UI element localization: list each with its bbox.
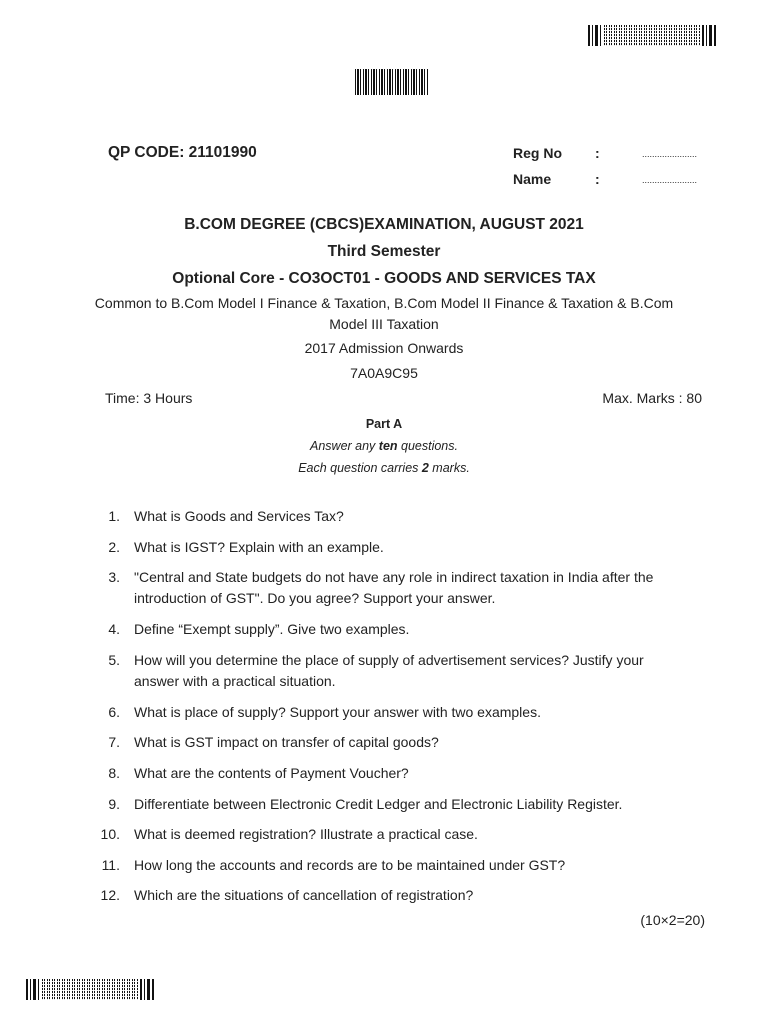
- question-text: Which are the situations of cancellation of registration?: [134, 887, 474, 903]
- common-to-line-1: Common to B.Com Model I Finance & Taxation, B.Com Model II Finance & Taxation & B.Com: [94, 295, 674, 311]
- bottom-left-barcode: [26, 979, 156, 1000]
- question-number: 9.: [108, 796, 120, 812]
- name-blank: ......................: [642, 175, 698, 185]
- question-number: 8.: [108, 765, 120, 781]
- common-to-line-2: Model III Taxation: [329, 316, 439, 332]
- question-text: How will you determine the place of supply of advertisement services? Justify your answer with a practical situation.: [134, 652, 644, 689]
- part-instruction-2: Each question carries 2 marks.: [298, 461, 470, 475]
- admission-note: 2017 Admission Onwards: [304, 340, 464, 356]
- question-text: Differentiate between Electronic Credit Ledger and Electronic Liability Register.: [134, 796, 623, 812]
- question-text: What is place of supply? Support your answer with two examples.: [134, 704, 541, 720]
- reg-no-label: Reg No: [513, 145, 562, 161]
- top-right-barcode: [588, 25, 718, 46]
- name-colon: :: [595, 171, 600, 187]
- question-number: 2.: [108, 539, 120, 555]
- question-number: 10.: [100, 826, 120, 842]
- question-text: What is Goods and Services Tax?: [134, 508, 344, 524]
- question-number: 11.: [101, 857, 120, 873]
- marks-total: (10×2=20): [640, 912, 705, 928]
- qp-code: QP CODE: 21101990: [108, 144, 257, 161]
- time-allowed: Time: 3 Hours: [105, 390, 193, 406]
- reg-no-blank: ......................: [642, 149, 698, 159]
- max-marks: Max. Marks : 80: [602, 390, 702, 406]
- question-text: What is deemed registration? Illustrate a practical case.: [134, 826, 478, 842]
- question-number: 1.: [108, 508, 120, 524]
- reg-no-colon: :: [595, 145, 600, 161]
- semester: Third Semester: [327, 243, 441, 260]
- question-number: 5.: [108, 652, 120, 668]
- name-label: Name: [513, 171, 552, 187]
- question-text: What are the contents of Payment Voucher?: [134, 765, 409, 781]
- question-text: Define “Exempt supply”. Give two examples.: [134, 621, 410, 637]
- question-text: "Central and State budgets do not have any role in indirect taxation in India after the introduction of GST". Do you agree? Support your answer.: [134, 569, 654, 606]
- question-number: 3.: [108, 569, 120, 585]
- exam-title: B.COM DEGREE (CBCS)EXAMINATION, AUGUST 2021: [184, 216, 584, 233]
- part-instruction-1: Answer any ten questions.: [310, 439, 458, 453]
- center-barcode: [355, 69, 429, 95]
- paper-id: 7A0A9C95: [350, 365, 418, 381]
- question-number: 6.: [108, 704, 120, 720]
- question-number: 12.: [100, 887, 120, 903]
- course-title: Optional Core - CO3OCT01 - GOODS AND SERVICES TAX: [172, 270, 596, 287]
- question-number: 4.: [108, 621, 120, 637]
- question-text: What is GST impact on transfer of capital goods?: [134, 734, 439, 750]
- part-title: Part A: [365, 417, 403, 431]
- question-text: How long the accounts and records are to be maintained under GST?: [134, 857, 566, 873]
- question-text: What is IGST? Explain with an example.: [134, 539, 384, 555]
- question-number: 7.: [108, 734, 120, 750]
